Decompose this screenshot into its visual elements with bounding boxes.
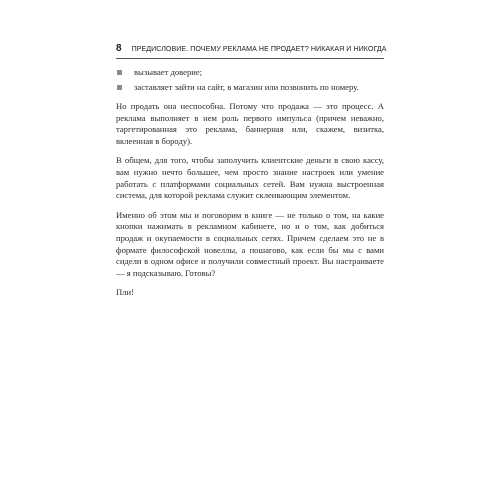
header-rule [116, 58, 384, 59]
paragraph: Пли! [116, 287, 134, 298]
bullet-text: вызывает доверие; [134, 67, 203, 77]
list-item [116, 66, 384, 78]
square-bullet-icon [117, 70, 126, 75]
page-number: 8 [116, 43, 122, 54]
page-body [116, 66, 384, 307]
running-header [116, 41, 387, 56]
paragraph: Но продать она неспособна. Потому что продажа — это процесс. А реклама выполняет в нем роль первого импульса (причем неважно, таргетированная это реклама, баннерная или, скажем, визитка, вклеенная в бороду). [116, 101, 384, 146]
paragraph: Именно об этом мы и поговорим в книге — не только о том, на какие кнопки нажимать в рекламном кабинете, но и о том, как добиться продаж и окупаемости в социальных сетях. Причем сделаем это не в формате философской новеллы, а пошагово, как если бы мы с вами сидели в одном офисе и получили совместный проект. Вы настраиваете — я подсказываю. Готовы? [116, 209, 384, 278]
bullet-list [116, 66, 384, 93]
bullet-text: заставляет зайти на сайт, в магазин или позвонить по номеру. [134, 82, 359, 92]
list-item [116, 81, 384, 93]
running-title: ПРЕДИСЛОВИЕ. ПОЧЕМУ РЕКЛАМА НЕ ПРОДАЕТ? НИКАКАЯ И НИКОГДА [131, 44, 387, 53]
square-bullet-icon [117, 85, 126, 90]
paragraph: В общем, для того, чтобы заполучить клиентские деньги в свою кассу, вам нужно нечто большее, чем просто знание настроек или умение работать с платформами социальных сетей. Вам нужна выстроенная система, для которой реклама служит склеивающим элементом. [116, 155, 384, 201]
